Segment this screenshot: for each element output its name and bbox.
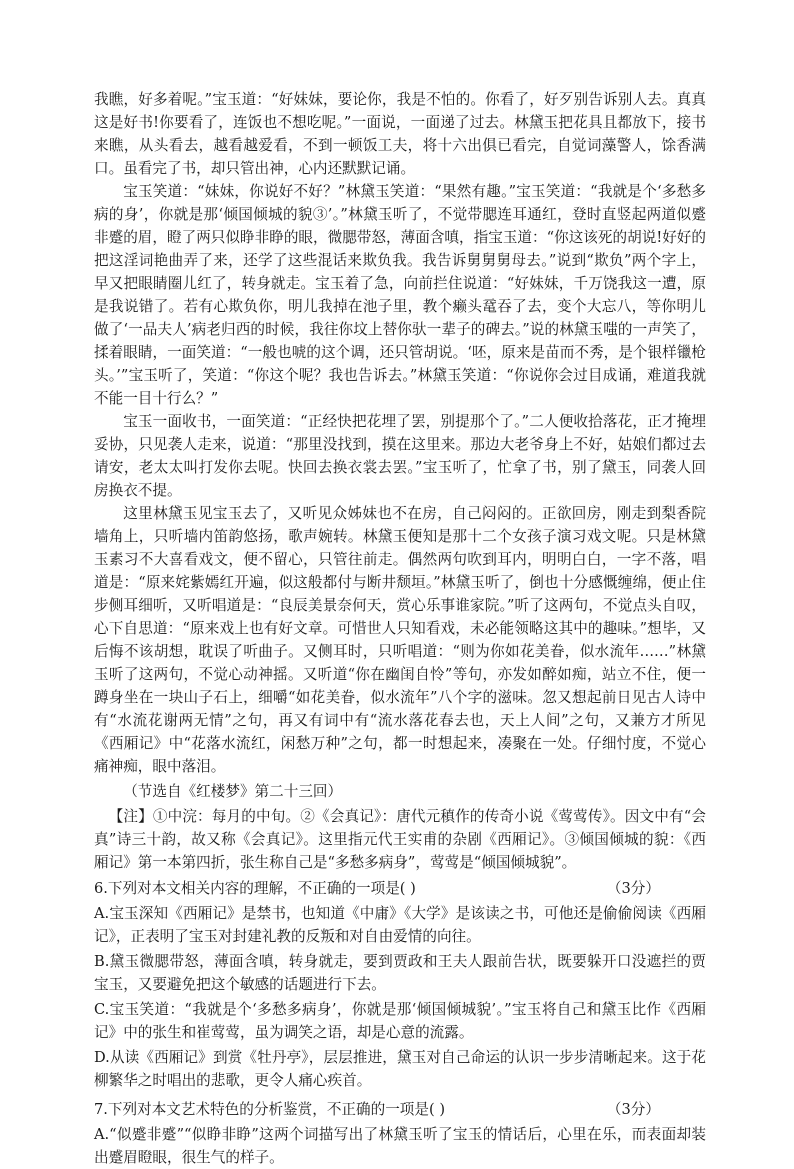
passage-paragraph-2: 宝玉笑道：“妹妹，你说好不好？”林黛玉笑道：“果然有趣。”宝玉笑道：“我就是个‘多愁多病的身’，你就是那‘倾国倾城的貌③’。”林黛玉听了，不觉带腮连耳通红，登时直竖起两道似蹙非蹙的眉，瞪了两只似睁非睁的眼，微腮带怒，薄面含嗔，指宝玉道：“你这该死的胡说!好好的把这淫词艳曲弄了来，还学了这些混话来欺负我。我告诉舅舅舅母去。”说到“欺负”两个字上，早又把眼睛圈儿红了，转身就走。宝玉着了急，向前拦住说道：“好妹妹，千万饶我这一遭，原是我说错了。若有心欺负你，明儿我掉在池子里，教个癞头鼋吞了去，变个大忘八，等你明儿做了‘一品夫人’病老归西的时候，我往你坟上替你驮一辈子的碑去。”说的林黛玉嗤的一声笑了，揉着眼睛，一面笑道：“一般也唬的这个调，还只管胡说。‘呸，原来是苗而不秀，是个银样镴枪头。’”宝玉听了，笑道：“你这个呢？我也告诉去。”林黛玉笑道：“你说你会过目成诵，难道我就不能一目十行么？” [94,183,706,407]
passage-note: 【注】①中浣：每月的中旬。②《会真记》：唐代元稹作的传奇小说《莺莺传》。因文中有“会真”诗三十韵，故又称《会真记》。这里指元代王实甫的杂剧《西厢记》。③倾国倾城的貌：《西厢记》第一本第四折，张生称自己是“多愁多病身”，莺莺是“倾国倾城貌”。 [94,808,706,871]
question-7 [94,1098,706,1169]
option-d[interactable]: D.从读《西厢记》到赏《牡丹亭》，层层推进，黛玉对自己命运的认识一步步清晰起来。这于花柳繁华之时唱出的悲歌，更令人痛心疾首。 [94,1049,706,1089]
question-score: （3分） [606,880,660,897]
question-6 [94,877,706,1092]
option-c[interactable]: C.宝玉笑道：“我就是个‘多愁多病身’，你就是那‘倾国倾城貌’。”宝玉将自己和黛玉比作《西厢记》中的张生和崔莺莺，虽为调笑之语，却是心意的流露。 [94,1001,706,1041]
question-stem: 7.下列对本文艺术特色的分析鉴赏，不正确的一项是( ) [94,1101,446,1118]
exam-page [94,88,706,1169]
option-a[interactable]: A.“似蹙非蹙”“似睁非睁”这两个词描写出了林黛玉听了宝玉的情话后，心里在乐，而表面却装出蹙眉瞪眼，很生气的样子。 [94,1126,706,1166]
option-a[interactable]: A.宝玉深知《西厢记》是禁书，也知道《中庸》《大学》是该读之书，可他还是偷偷阅读《西厢记》，正表明了宝玉对封建礼教的反叛和对自由爱情的向往。 [94,905,706,945]
passage-paragraph-4: 这里林黛玉见宝玉去了，又听见众姊妹也不在房，自己闷闷的。正欲回房，刚走到梨香院墙角上，只听墙内笛韵悠扬，歌声婉转。林黛玉便知是那十二个女孩子演习戏文呢。只是林黛玉素习不大喜看戏文，便不留心，只管往前走。偶然两句吹到耳内，明明白白，一字不落，唱道是：“原来姹紫嫣红开遍，似这般都付与断井颓垣。”林黛玉听了，倒也十分感慨缠绵，便止住步侧耳细听，又听唱道是：“良辰美景奈何天，赏心乐事谁家院。”听了这两句，不觉点头自叹，心下自思道：“原来戏上也有好文章。可惜世人只知看戏，未必能领略这其中的趣味。”想毕，又后悔不该胡想，耽误了听曲子。又侧耳时，只听唱道：“则为你如花美眷，似水流年……”林黛玉听了这两句，不觉心动神摇。又听道“你在幽闺自怜”等句，亦发如醉如痴，站立不住，便一蹲身坐在一块山子石上，细嚼“如花美眷，似水流年”八个字的滋味。忽又想起前日见古人诗中有“水流花谢两无情”之句，再又有词中有“流水落花春去也，天上人间”之句，又兼方才所见《西厢记》中“花落水流红，闲愁万种”之句，都一时想起来，凑聚在一处。仔细忖度，不觉心痛神痴，眼中落泪。 [94,505,706,775]
option-b[interactable]: B.黛玉微腮带怒，薄面含嗔，转身就走，要到贾政和王夫人跟前告状，既要躲开口没遮拦的贾宝玉，又要避免把这个敏感的话题进行下去。 [94,953,706,993]
passage-source: （节选自《红楼梦》第二十三回） [123,783,343,800]
passage-paragraph-3: 宝玉一面收书，一面笑道：“正经快把花埋了罢，别提那个了。”二人便收拾落花，正才掩埋妥协，只见袭人走来，说道：“那里没找到，摸在这里来。那边大老爷身上不好，姑娘们都过去请安，老太太叫打发你去呢。快回去换衣裳去罢。”宝玉听了，忙拿了书，别了黛玉，同袭人回房换衣不提。 [94,413,706,499]
question-score: （3分） [606,1101,660,1118]
question-stem: 6.下列对本文相关内容的理解，不正确的一项是( ) [94,880,416,897]
passage-paragraph-1: 我瞧，好多着呢。”宝玉道：“好妹妹，要论你，我是不怕的。你看了，好歹别告诉别人去。真真这是好书!你要看了，连饭也不想吃呢。”一面说，一面递了过去。林黛玉把花具且都放下，接书来瞧，从头看去，越看越爱看，不到一顿饭工夫，将十六出俱已看完，自觉词藻警人，馀香满口。虽看完了书，却只管出神，心内还默默记诵。 [94,91,706,177]
